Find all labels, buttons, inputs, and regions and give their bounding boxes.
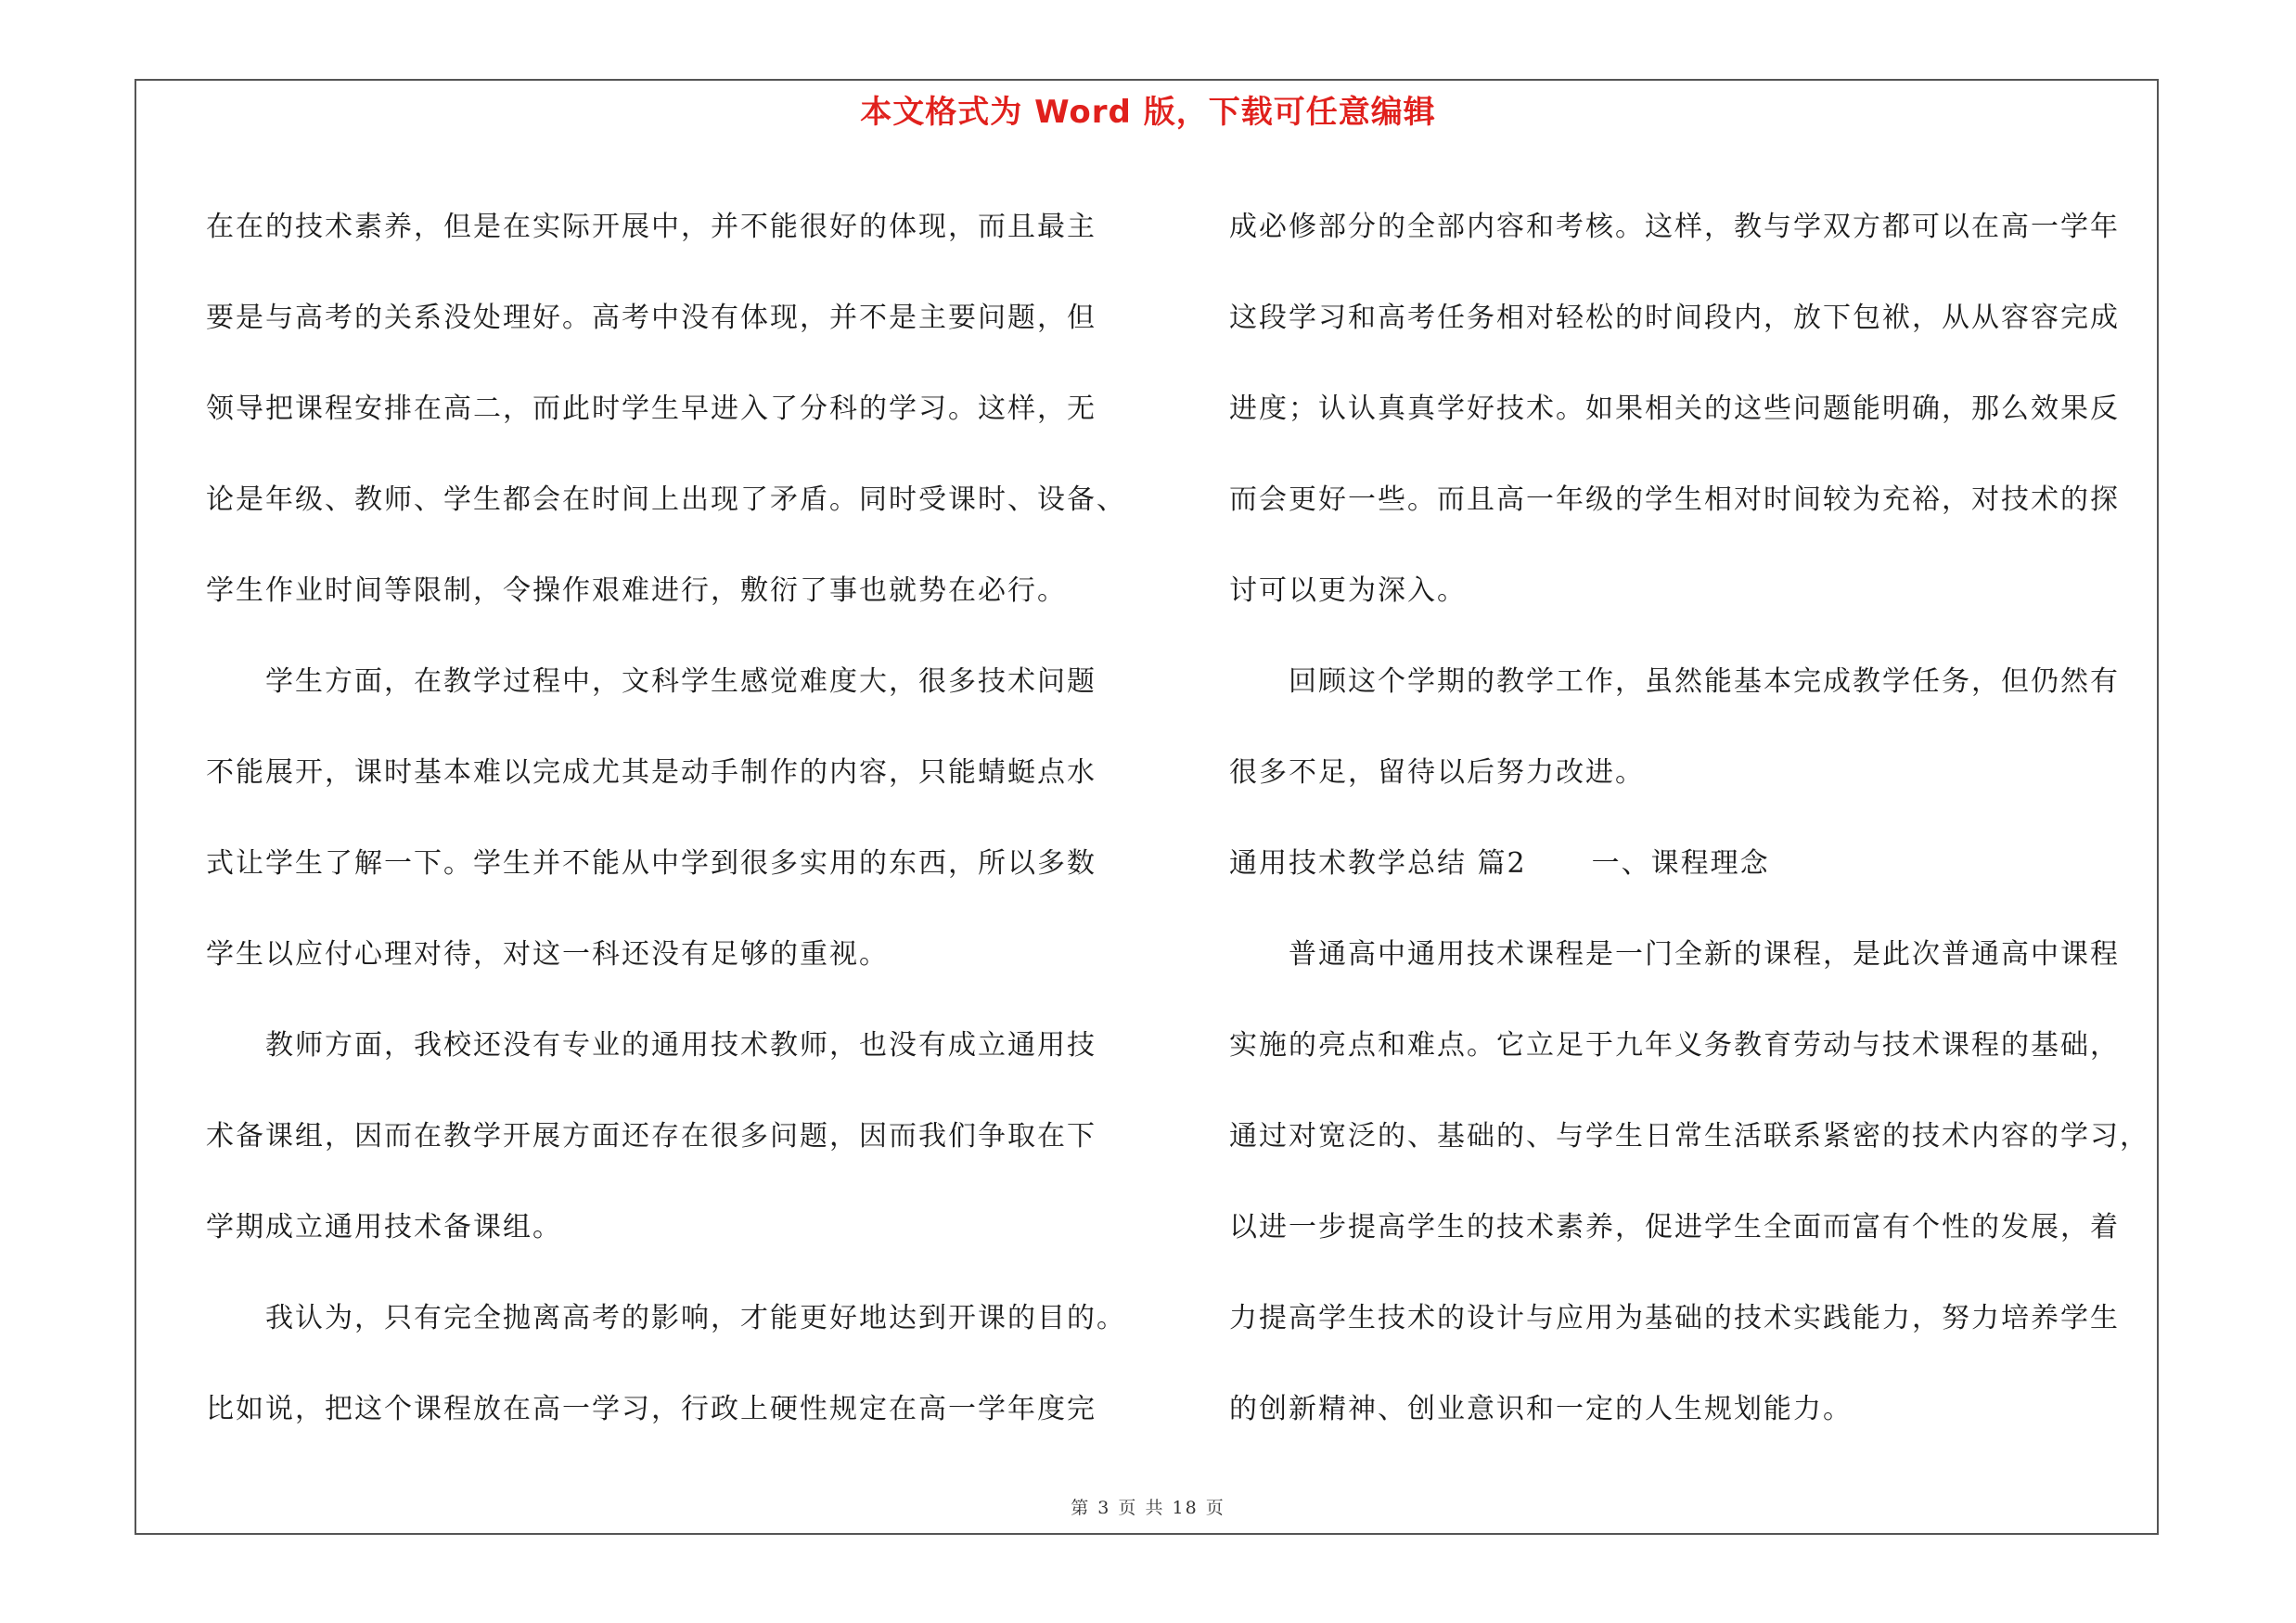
section-heading (1229, 818, 2148, 909)
text-line: 力提高学生技术的设计与应用为基础的技术实践能力，努力培养学生 (1229, 1302, 2120, 1334)
text-line: 学生作业时间等限制，令操作艰难进行，敷衍了事也就势在必行。 (206, 574, 1067, 607)
text-line: 在在的技术素养，但是在实际开展中，并不能很好的体现，而且最主 (206, 211, 1097, 243)
page-number: 第 3 页 共 18 页 (1071, 1498, 1225, 1518)
text-line: 论是年级、教师、学生都会在时间上出现了矛盾。同时受课时、设备、 (206, 483, 1126, 516)
text-line: 式让学生了解一下。学生并不能从中学到很多实用的东西，所以多数 (206, 847, 1097, 880)
text-line: 实施的亮点和难点。它立足于九年义务教育劳动与技术课程的基础， (1229, 1029, 2120, 1062)
text-line: 成必修部分的全部内容和考核。这样，教与学双方都可以在高一学年 (1229, 211, 2120, 243)
text-line: 以进一步提高学生的技术素养，促进学生全面而富有个性的发展，着 (1229, 1211, 2120, 1243)
format-notice-banner: 本文格式为 Word 版，下载可任意编辑 (860, 94, 1436, 131)
text-line: 这段学习和高考任务相对轻松的时间段内，放下包袱，从从容容完成 (1229, 302, 2120, 334)
paragraph-start-line: 学生方面，在教学过程中，文科学生感觉难度大，很多技术问题 (265, 665, 1097, 698)
text-line: 比如说，把这个课程放在高一学习，行政上硬性规定在高一学年度完 (206, 1393, 1097, 1425)
text-line: 讨可以更为深入。 (1229, 574, 1467, 607)
text-line: 学期成立通用技术备课组。 (206, 1211, 562, 1243)
paragraph-start-line: 教师方面，我校还没有专业的通用技术教师，也没有成立通用技 (265, 1029, 1097, 1062)
text-line: 而会更好一些。而且高一年级的学生相对时间较为充裕，对技术的探 (1229, 483, 2120, 516)
text-line: 进度；认认真真学好技术。如果相关的这些问题能明确，那么效果反 (1229, 393, 2120, 425)
paragraph-start-line: 普通高中通用技术课程是一门全新的课程，是此次普通高中课程 (1289, 938, 2120, 971)
text-line: 学生以应付心理对待，对这一科还没有足够的重视。 (206, 938, 889, 971)
paragraph-start-line: 回顾这个学期的教学工作，虽然能基本完成教学任务，但仍然有 (1289, 665, 2120, 698)
text-line: 很多不足，留待以后努力改进。 (1229, 756, 1645, 789)
text-line: 术备课组，因而在教学开展方面还存在很多问题，因而我们争取在下 (206, 1120, 1097, 1153)
section-title: 通用技术教学总结 篇2 (1229, 847, 1527, 880)
text-line: 的创新精神、创业意识和一定的人生规划能力。 (1229, 1393, 1853, 1425)
section-subtitle: 一、课程理念 (1591, 847, 1770, 880)
text-line: 不能展开，课时基本难以完成尤其是动手制作的内容，只能蜻蜓点水 (206, 756, 1097, 789)
text-line: 通过对宽泛的、基础的、与学生日常生活联系紧密的技术内容的学习， (1229, 1120, 2149, 1153)
left-text-column (206, 182, 1124, 1455)
text-line: 要是与高考的关系没处理好。高考中没有体现，并不是主要问题，但 (206, 302, 1097, 334)
text-line: 领导把课程安排在高二，而此时学生早进入了分科的学习。这样，无 (206, 393, 1097, 425)
right-text-column (1229, 182, 2148, 1455)
paragraph-start-line: 我认为，只有完全抛离高考的影响，才能更好地达到开课的目的。 (265, 1302, 1126, 1334)
